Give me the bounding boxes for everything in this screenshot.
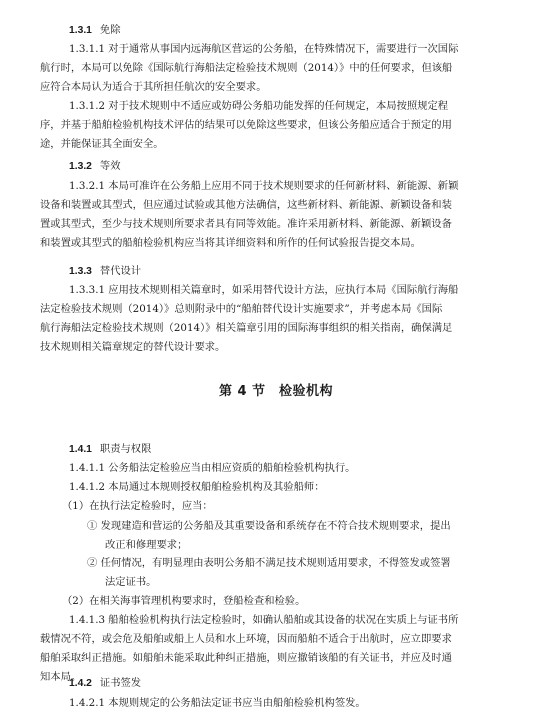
paragraph-line: 应符合本局认为适合于其所担任航次的安全要求。	[40, 81, 267, 93]
section-title: 职责与权限	[99, 443, 152, 455]
paragraph-line: 船舶采取纠正措施。如船舶未能采取此种纠正措施，则应撤销该船的有关证书，并应及时通	[40, 652, 452, 664]
sub-item-1	[87, 517, 451, 555]
list-item-2	[62, 592, 305, 611]
sub-item-2	[87, 554, 451, 592]
paragraph-1-3-3-1-cont	[40, 300, 452, 357]
paragraph-line: 航行时，本局可以免除《国际航行海船法定检验技术规则（2014）》中的任何要求，但该船	[40, 62, 453, 74]
paragraph-line: 1.4.2.1 本规则规定的公务船法定证书应当由船舶检验机构签发。	[69, 697, 366, 709]
section-number: 1.3.1	[69, 25, 92, 36]
section-title: 免除	[99, 24, 121, 36]
paragraph-1-3-1-1-cont	[40, 59, 452, 97]
paragraph-line: 序，并基于船舶检验机构技术评估的结果可以免除这些要求，但该公务船应适合于预定的用	[40, 119, 452, 131]
paragraph-line: 1.3.3.1 应用技术规则相关篇章时，如采用替代设计方法，应执行本局《国际航行海船	[69, 284, 459, 296]
list-item-1	[62, 497, 213, 516]
paragraph-line: 设备和装置或其型式，但应通过试验或其他方法确信，这些新材料、新能源、新颖设备和装	[40, 199, 452, 211]
paragraph-1-4-1-2	[69, 478, 325, 497]
section-title: 等效	[99, 160, 121, 172]
section-title: 替代设计	[99, 265, 142, 277]
paragraph-1-3-1-1	[69, 40, 459, 59]
paragraph-line: 1.3.1.2 对于技术规则中不适应或妨碍公务船功能发挥的任何规定，本局按照规定程	[69, 100, 449, 112]
paragraph-line: 法定检验技术规则（2014）》总则附录中的“船舶替代设计实施要求”，并考虑本局《国际	[40, 303, 443, 315]
paragraph-1-3-2-1-cont	[40, 196, 452, 253]
paragraph-line: 1.4.1.2 本局通过本规则授权船舶检验机构及其验船师：	[69, 481, 325, 493]
paragraph-line: 载情况不符，或会危及船舶或船上人员和水上环境，因而船舶不适合于出航时，应立即要求	[40, 633, 452, 645]
section-heading-1-3-1	[69, 21, 121, 40]
paragraph-1-4-1-3	[69, 611, 458, 630]
paragraph-line: 1.3.2.1 本局可准许在公务船上应用不同于技术规则要求的任何新材料、新能源、新颖	[69, 180, 459, 192]
paragraph-1-4-1-1	[69, 459, 355, 478]
paragraph-line: 技术规则相关篇章规定的替代设计要求。	[40, 341, 226, 353]
list-item-text: （1）在执行法定检验时，应当：	[62, 500, 213, 512]
section-number: 1.4.1	[69, 444, 92, 455]
paragraph-line: 1.4.1.3 船舶检验机构执行法定检验时，如确认船舶或其设备的状况在实质上与证书所	[69, 614, 459, 626]
section-heading-1-4-1	[69, 440, 151, 459]
paragraph-1-3-3-1	[69, 281, 458, 300]
paragraph-line: 和装置或其型式的船舶检验机构应当将其详细资料和所作的任何试验报告提交本局。	[40, 237, 421, 249]
paragraph-1-3-2-1	[69, 177, 458, 196]
paragraph-line: 知本局。	[40, 671, 82, 683]
sub-item-line: ① 发现建造和营运的公务船及其重要设备和系统存在不符合技术规则要求，提出	[87, 520, 451, 532]
section-number: 1.3.2	[69, 161, 92, 172]
section-heading-1-3-3	[69, 262, 141, 281]
section-title: 证书签发	[99, 677, 142, 689]
paragraph-1-4-2-1	[69, 694, 366, 713]
paragraph-line: 航行海船法定检验技术规则（2014）》相关篇章引用的国际海事组织的相关指南，确保满足	[40, 322, 453, 334]
sub-item-line: ② 任何情况，有明显理由表明公务船不满足技术规则适用要求，不得签发或签署	[87, 557, 451, 569]
section-number: 1.3.3	[69, 266, 92, 277]
section-heading-1-3-2	[69, 157, 121, 176]
sub-item-line: 法定证书。	[105, 576, 157, 588]
paragraph-1-3-1-2-cont	[40, 116, 452, 154]
paragraph-line: 1.4.1.1 公务船法定检验应当由相应资质的船舶检验机构执行。	[69, 462, 356, 474]
paragraph-line: 1.3.1.1 对于通常从事国内远海航区营运的公务船，在特殊情况下，需要进行一次国际	[69, 43, 459, 55]
chapter-section-title: 第 4 节 检验机构	[218, 384, 334, 399]
paragraph-line: 途，并能保证其全面安全。	[40, 138, 164, 150]
list-item-text: （2）在相关海事管理机构要求时，登船检查和检验。	[62, 595, 306, 607]
section-number: 1.4.2	[69, 678, 92, 689]
section-heading-1-4-2	[69, 674, 141, 693]
paragraph-1-3-1-2	[69, 97, 448, 116]
sub-item-line: 改正和修理要求；	[105, 539, 188, 551]
paragraph-line: 置或其型式，至少与技术规则所要求者具有同等效能。准许采用新材料、新能源、新颖设备	[40, 218, 452, 230]
